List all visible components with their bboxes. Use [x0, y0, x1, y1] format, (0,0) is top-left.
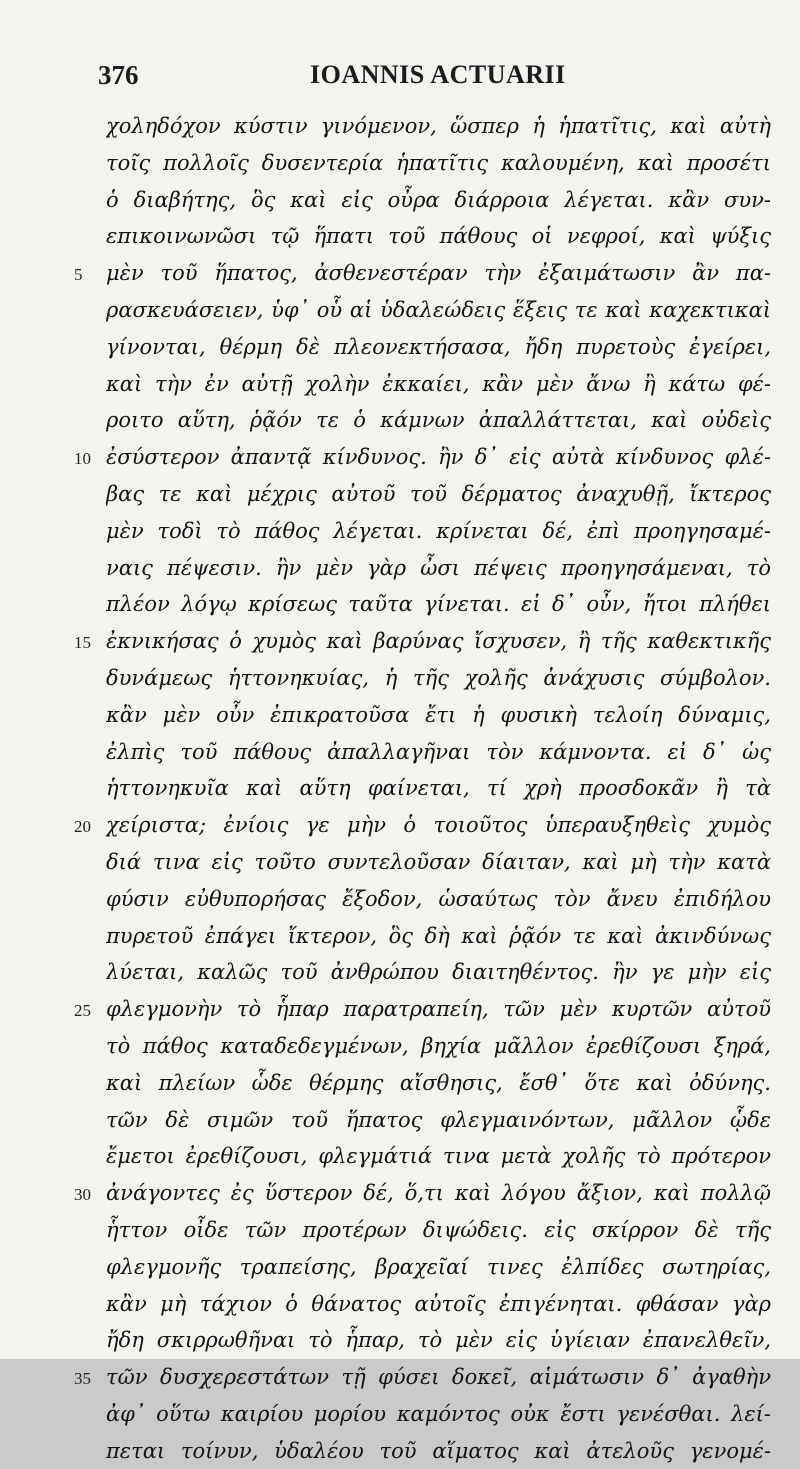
text-line: [0, 366, 800, 403]
line-text: χείριστα; ἐνίοις γε μὴν ὁ τοιοῦτος ὑπεραυξηθεὶς χυμὸς: [106, 813, 771, 838]
line-text: κἂν μὴ τάχιον ὁ θάνατος αὐτοῖς ἐπιγένηται. φθάσαν γὰρ: [106, 1291, 771, 1316]
text-line: [0, 292, 800, 329]
text-line: [0, 108, 800, 145]
text-line: [0, 329, 800, 366]
text-line: [0, 1065, 800, 1102]
line-text: φλεγμονὴν τὸ ἧπαρ παρατραπείη, τῶν μὲν κυρτῶν αὐτοῦ: [106, 997, 771, 1022]
text-line: [0, 734, 800, 771]
text-line: [0, 182, 800, 219]
line-text: ὁ διαβήτης, ὃς καὶ εἰς οὖρα διάρροια λέγεται. κἂν συν-: [106, 187, 771, 212]
text-line: [0, 844, 800, 881]
line-text: καὶ πλείων ὧδε θέρμης αἴσθησις, ἔσθ᾽ ὅτε καὶ ὀδύνης.: [106, 1070, 771, 1095]
line-text: τῶν δυσχερεστάτων τῇ φύσει δοκεῖ, αἱμάτωσιν δ᾽ ἀγαθὴν: [106, 1365, 771, 1390]
line-text: δυνάμεως ἡττονηκυίας, ἡ τῆς χολῆς ἀνάχυσις σύμβολον.: [106, 665, 771, 690]
line-text: ἔμετοι ἐρεθίζουσι, φλεγμάτιά τινα μετὰ χολῆς τὸ πρότερον: [106, 1144, 771, 1169]
line-number: 35: [74, 1369, 91, 1389]
line-text: γίνονται, θέρμη δὲ πλεονεκτήσασα, ἤδη πυρετοὺς ἐγείρει,: [106, 334, 771, 359]
line-text: χοληδόχον κύστιν γινόμενον, ὥσπερ ἡ ἡπατῖτις, καὶ αὐτὴ: [106, 114, 771, 138]
page-header: [98, 60, 760, 96]
text-line: [0, 1212, 800, 1249]
text-line: [0, 1359, 800, 1396]
line-text: επικοινωνῶσι τῷ ἥπατι τοῦ πάθους οἱ νεφροί, καὶ ψύξις: [106, 224, 771, 249]
line-text: ἐσύστερον ἀπαντᾷ κίνδυνος. ἢν δ᾽ εἰς αὐτὰ κίνδυνος φλέ-: [106, 445, 771, 470]
line-text: τοῖς πολλοῖς δυσεντερία ἡπατῖτις καλουμένη, καὶ προσέτι: [106, 150, 771, 175]
line-text: μὲν τοῦ ἥπατος, ἀσθενεστέραν τὴν ἐξαιμάτωσιν ἂν πα-: [106, 261, 771, 286]
line-text: διά τινα εἰς τοῦτο συντελοῦσαν δίαιταν, καὶ μὴ τὴν κατὰ: [106, 849, 771, 874]
line-text: ἡττονηκυῖα καὶ αὕτη φαίνεται, τί χρὴ προσδοκᾶν ἢ τὰ: [106, 776, 771, 801]
text-line: [0, 513, 800, 550]
text-line: [0, 1396, 800, 1433]
line-text: φλεγμονῆς τραπείσης, βραχεῖαί τινες ἐλπίδες σωτηρίας,: [106, 1254, 771, 1279]
line-text: λύεται, καλῶς τοῦ ἀνθρώπου διαιτηθέντος. ἢν γε μὴν εἰς: [106, 960, 771, 985]
line-text: ἀφ᾽ οὕτω καιρίου μορίου καμόντος οὐκ ἔστι γενέσθαι. λεί-: [106, 1401, 771, 1426]
line-text: ἧττον οἶδε τῶν προτέρων διψώδεις. εἰς σκίρρον δὲ τῆς: [106, 1217, 771, 1242]
line-text: πεται τοίνυν, ὑδαλέου τοῦ αἵματος καὶ ἀτελοῦς γενομέ-: [106, 1438, 771, 1463]
text-line: [0, 660, 800, 697]
text-line: [0, 1286, 800, 1323]
text-line: [0, 991, 800, 1028]
line-text: ρασκευάσειεν, ὑφ᾽ οὗ αἱ ὑδαλεώδεις ἕξεις τε καὶ καχεκτικαὶ: [106, 297, 771, 322]
text-line: [0, 439, 800, 476]
page-number: 376: [98, 60, 139, 90]
body-text: [0, 108, 800, 1469]
line-text: ἀνάγοντες ἐς ὕστερον δέ, ὅ,τι καὶ λόγου ἄξιον, καὶ πολλῷ: [106, 1181, 771, 1206]
text-line: [0, 1249, 800, 1286]
text-line: [0, 1028, 800, 1065]
text-line: [0, 255, 800, 292]
line-text: ναις πέψεσιν. ἢν μὲν γὰρ ὦσι πέψεις προηγησάμεναι, τὸ: [106, 555, 771, 580]
line-text: κἂν μὲν οὖν ἐπικρατοῦσα ἔτι ἡ φυσικὴ τελοίη δύναμις,: [106, 702, 771, 727]
line-number: 25: [74, 1001, 91, 1021]
running-title: IOANNIS ACTUARII: [310, 60, 566, 89]
text-line: [0, 1102, 800, 1139]
line-text: μὲν τοδὶ τὸ πάθος λέγεται. κρίνεται δέ, ἐπὶ προηγησαμέ-: [106, 518, 771, 543]
line-text: πλέον λόγῳ κρίσεως ταῦτα γίνεται. εἰ δ᾽ οὖν, ἤτοι πλήθει: [106, 592, 771, 617]
line-text: ἤδη σκιρρωθῆναι τὸ ἧπαρ, τὸ μὲν εἰς ὑγίειαν ἐπανελθεῖν,: [106, 1328, 771, 1353]
line-text: τὸ πάθος καταδεδεγμένων, βηχία μᾶλλον ἐρεθίζουσι ξηρά,: [106, 1033, 771, 1058]
text-line: [0, 145, 800, 182]
line-number: 15: [74, 633, 91, 653]
text-line: [0, 1433, 800, 1469]
text-line: [0, 218, 800, 255]
text-line: [0, 697, 800, 734]
text-line: [0, 1138, 800, 1175]
line-text: βας τε καὶ μέχρις αὐτοῦ τοῦ δέρματος ἀναχυθῇ, ἴκτερος: [106, 481, 771, 506]
text-line: [0, 881, 800, 918]
line-text: φύσιν εὐθυπορήσας ἔξοδον, ὡσαύτως τὸν ἄνευ ἐπιδήλου: [106, 886, 771, 911]
text-line: [0, 807, 800, 844]
text-line: [0, 550, 800, 587]
text-line: [0, 918, 800, 955]
line-text: καὶ τὴν ἐν αὐτῇ χολὴν ἐκκαίει, κἂν μὲν ἄνω ἢ κάτω φέ-: [106, 371, 771, 396]
line-text: τῶν δὲ σιμῶν τοῦ ἥπατος φλεγμαινόντων, μᾶλλον ᾧδε: [106, 1107, 771, 1132]
text-line: [0, 402, 800, 439]
line-number: 20: [74, 817, 91, 837]
text-line: [0, 954, 800, 991]
line-number: 10: [74, 449, 91, 469]
line-text: ἐλπὶς τοῦ πάθους ἀπαλλαγῆναι τὸν κάμνοντα. εἰ δ᾽ ὡς: [106, 739, 771, 764]
line-text: ἐκνικήσας ὁ χυμὸς καὶ βαρύνας ἴσχυσεν, ἢ τῆς καθεκτικῆς: [106, 629, 771, 654]
text-line: [0, 1175, 800, 1212]
text-line: [0, 586, 800, 623]
line-number: 30: [74, 1185, 91, 1205]
text-line: [0, 770, 800, 807]
text-line: [0, 1322, 800, 1359]
line-text: ροιτο αὕτη, ῥᾷόν τε ὁ κάμνων ἀπαλλάττεται, καὶ οὐδεὶς: [106, 408, 771, 433]
text-line: [0, 476, 800, 513]
line-number: 5: [74, 265, 83, 285]
text-line: [0, 623, 800, 660]
line-text: πυρετοῦ ἐπάγει ἴκτερον, ὃς δὴ καὶ ῥᾷόν τε καὶ ἀκινδύνως: [106, 923, 771, 948]
